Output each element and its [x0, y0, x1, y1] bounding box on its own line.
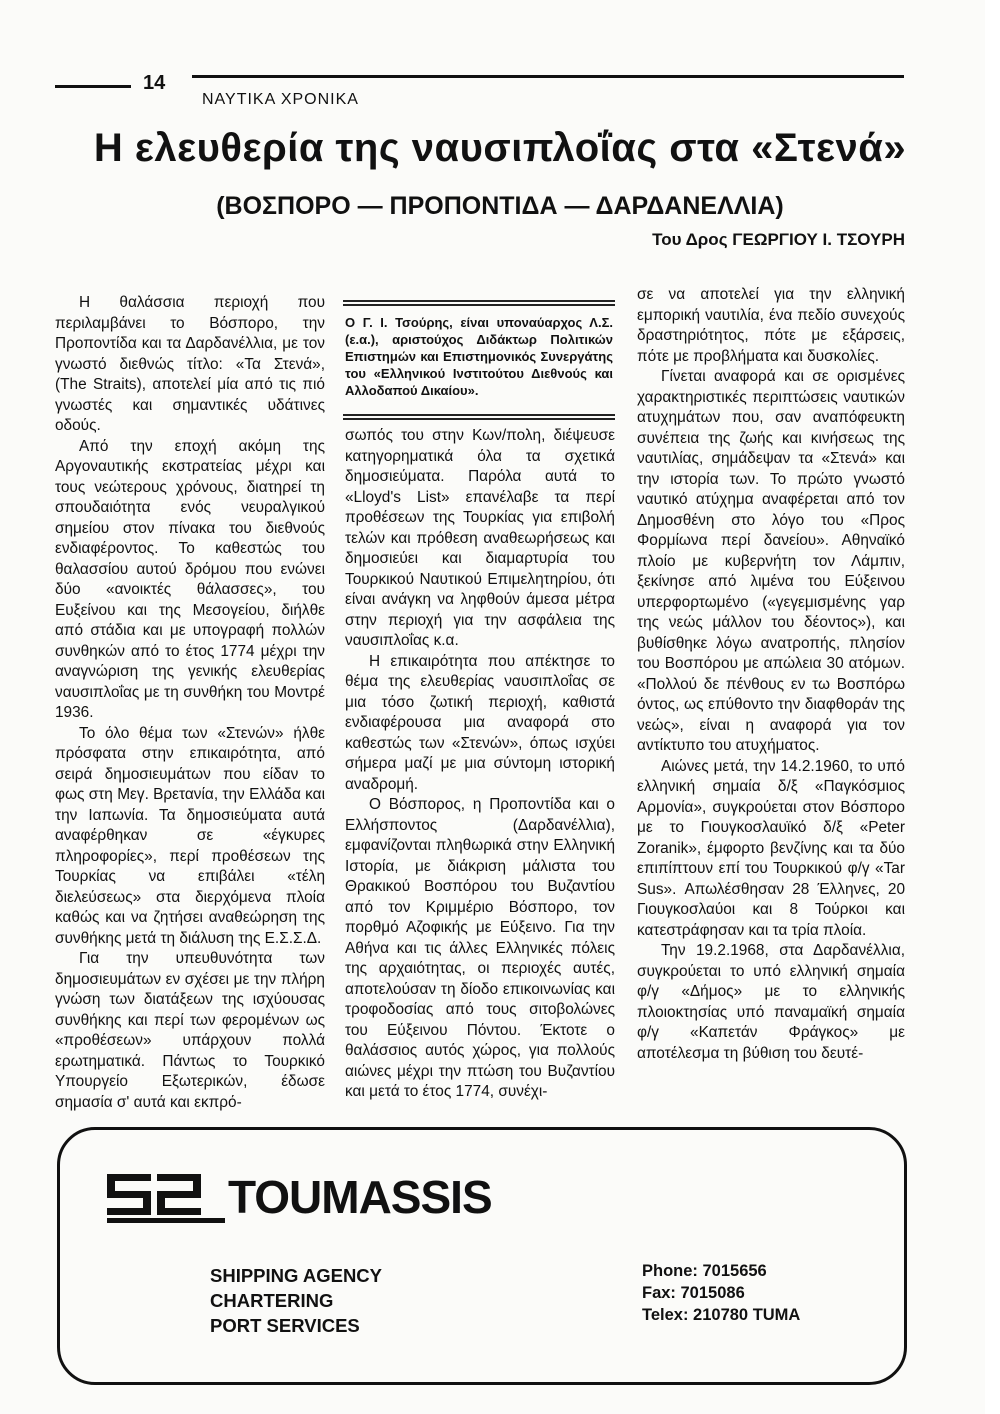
text-column-1	[55, 293, 325, 1113]
paragraph: σε να αποτελεί για την ελληνική εμπορική ναυτιλία, ένα πεδίο συνεχούς δραστηριότητος, πότε με εξάρσεις, πότε με προβλήματα και δυσκολίες.	[637, 286, 905, 365]
header-rule-left	[55, 85, 131, 88]
article-title: Η ελευθερία της ναυσιπλοΐας στα «Στενά»	[93, 126, 907, 170]
contact-phone: Phone: 7015656	[642, 1262, 767, 1280]
note-rule-top-2	[343, 304, 615, 306]
header-rule-right	[192, 75, 904, 78]
service-item: SHIPPING AGENCY	[210, 1265, 383, 1286]
text-column-2	[345, 426, 615, 1103]
author-note: Ο Γ. Ι. Τσούρης, είναι υποναύαρχος Λ.Σ. (ε.α.), αριστούχος Διδάκτωρ Πολιτικών Επιστημών και Επιστημονικός Συνεργάτης του «Ελληνικού Ινστιτούτου Διεθνούς και Αλλοδαπού Δικαίου».	[345, 315, 613, 398]
contact-fax: Fax: 7015086	[642, 1284, 745, 1302]
paragraph: Από την εποχή ακόμη της Αργοναυτικής εκστρατείας μέχρι και τους νεώτερους χρόνους, διατηρεί τη σπουδαιότητα ενός νευραλγικού σημείου στον πίνακα του διεθνούς ενδιαφέροντος. Το καθεστώς του θαλασσίου αυτού δρόμου που ενώνει δύο «ανοικτές θάλασσες», του Ευξείνου και της Μεσογείου, διήλθε από στάδια και με υπογραφή πολλών συνθηκών από το έτος 1774 μέχρι την αναγνώριση της γενικής ελευθερίας ναυσιπλοΐας με τη συνθήκη του Μοντρέ 1936.	[55, 437, 325, 721]
contact-telex: Telex: 210780 TUMA	[642, 1306, 801, 1324]
paragraph: Την 19.2.1968, στα Δαρδανέλλια, συγκρούεται το υπό ελληνική σημαία φ/γ «Δήμος» με το ελληνικής πλοιοκτησίας υπό παναμαϊκή σημαία φ/γ «Καπετάν Φράγκος» με αποτέλεσμα τη βύθιση του δευτέ-	[637, 942, 905, 1062]
magazine-name: ΝΑΥΤΙΚΑ ΧΡΟΝΙΚΑ	[202, 91, 359, 108]
paragraph: Το όλο θέμα των «Στενών» ήλθε πρόσφατα στην επικαιρότητα, από σειρά δημοσιευμάτων που είδαν το φως στη Μεγ. Βρετανία, την Ελλάδα και την Ιαπωνία. Τα δημοσιεύματα αυτά αναφέρθηκαν σε «έγκυρες πληροφορίες», περί προθέσεων της Τουρκίας να επιβάλει «τέλη διελεύσεως» στα διερχόμενα πλοία καθώς και να ζητήσει αναθεώρηση της συνθήκης μετά τη διάλυση της Ε.Σ.Σ.Δ.	[55, 724, 325, 947]
paragraph: σωπός του στην Κων/πολη, διέψευσε κατηγορηματικά όλα τα σχετικά δημοσιεύματα. Παρόλα αυτά το «Lloyd's List» επανέλαβε τα περί προθέσεων της Τουρκίας για επιβολή τελών και πρόθεση αναθεωρήσεως και δημοσιεύει και διαμαρτυρία του Τουρκικού Ναυτικού Επιμελητηρίου, ότι είναι ανάγκη να ληφθούν άμεσα μέτρα στην περιοχή για την ασφάλεια της ναυσιπλοΐας κ.α.	[345, 427, 615, 649]
toumassis-logo-icon	[105, 1172, 227, 1224]
page-number: 14	[143, 72, 166, 94]
contact-list	[642, 1260, 800, 1326]
paragraph: Για την υπευθυνότητα των δημοσιευμάτων εν σχέσει με την πλήρη γνώση των διατάξεων της ισχύουσας συνθήκης και περί των φερομένων ως «προθέσεων» υπάρχουν πολλά ερωτηματικά. Πάντως το Τουρκικό Υπουργείο Εξωτερικών, έδωσε σημασία σ' αυτά και εκπρό-	[55, 950, 325, 1111]
text-column-3	[637, 285, 905, 1064]
paragraph: Ο Βόσπορος, η Προποντίδα και ο Ελλήσποντος (Δαρδανέλλια), εμφανίζονται πληθωρικά στην Ελληνική Ιστορία, με διάκριση μάλιστα του Θρακικού Βοσπόρου του Βυζαντίου από τον Κριμμέριο Βόσπορο, τον πορθμό Αζοφικής με Εύξεινο. Για την Αθήνα και τις άλλες Ελληνικές πόλεις της αρχαιότητας, οι περιοχές αυτές, αποτελούσαν τη δίοδο επικοινωνίας και τροφοδοσίας από τους σιτοβολώνες του Εύξεινου Πόντου. Έκτοτε ο θαλάσσιος αυτός χώρος, για πολλούς αιώνες μέχρι την πτώση του Βυζαντίου και μετά το έτος 1774, συνέχι-	[345, 796, 615, 1100]
paragraph: Γίνεται αναφορά και σε ορισμένες χαρακτηριστικές περιπτώσεις ναυτικών ατυχημάτων που, σαν αναπόφευκτη συνέπεια της ζωής και κινήσεως της ναυτιλίας, σημάδεψαν τα «Στενά» και την ιστορία των. Το πρώτο γνωστό ναυτικό ατύχημα αναφέρεται από τον Δημοσθένη στο λόγο του «Προς Φορμίωνα περί δανείου». Αθηναϊκό πλοίο με κυβερνήτη τον Λάμπιν, ξεκίνησε από λιμένα του Εύξεινου υπερφορτωμένο («γεγεμισμένης γαρ της νεώς μάλλον του δέοντος»), και βυθίσθηκε λόγω ανατροπής, πλησίον του Βοσπόρου με απώλεια 30 ατόμων. «Πολλού δε πένθους εν τω Βοσπόρω όντος, ως επύθοντο την διαφθοράν της νεώς», είναι η αναφορά για τον αντίκτυπο του ατυχήματος.	[637, 368, 905, 754]
note-rule-bottom	[343, 414, 615, 416]
page-edge	[985, 0, 1000, 1414]
paragraph: Αιώνες μετά, την 14.2.1960, το υπό ελληνική σημαία δ/ξ «Παγκόσμιος Αρμονία», συγκρούεται στον Βόσπορο με το Γιουγκοσλαυϊκό δ/ξ «Peter Zoranik», έμφορτο βενζίνης και τα δύο επιπίπτουν επί του Τουρκικού φ/γ «Tar Sus». Απωλέσθησαν 28 Έλληνες, 20 Γιουγκοσλαύοι και 8 Τούρκοι και κατεστράφησαν και τα τρία πλοία.	[637, 757, 905, 939]
toumassis-advertisement	[57, 1127, 907, 1385]
article-author: Του Δρος ΓΕΩΡΓΙΟΥ Ι. ΤΣΟΥΡΗ	[652, 230, 905, 249]
services-list	[210, 1263, 382, 1338]
service-item: CHARTERING	[210, 1290, 334, 1311]
note-rule-bottom-2	[343, 418, 615, 420]
brand-name: TOUMASSIS	[228, 1171, 492, 1223]
paragraph: Η επικαιρότητα που απέκτησε το θέμα της ελευθερίας ναυσιπλοΐας σε μια τόσο ζωτική περιοχή, καθιστά ενδιαφέρουσα μια αναφορά στο καθεστώς των «Στενών», όπως ισχύει σήμερα μαζί με μια σύντομη ιστορική αναδρομή.	[345, 652, 615, 793]
service-item: PORT SERVICES	[210, 1315, 360, 1336]
paragraph: Η θαλάσσια περιοχή που περιλαμβάνει το Βόσπορο, την Προποντίδα και τα Δαρδανέλλια, με τον γνωστό διεθνώς τίτλο: «Τα Στενά», (The Straits), αποτελεί μία από τις πιό γνωστές και σημαντικές υδάτινες οδούς.	[55, 294, 325, 434]
note-rule-top	[343, 300, 615, 302]
article-subtitle: (ΒΟΣΠΟΡΟ — ΠΡΟΠΟΝΤΙΔΑ — ΔΑΡΔΑΝΕΛΛΙΑ)	[216, 192, 784, 220]
